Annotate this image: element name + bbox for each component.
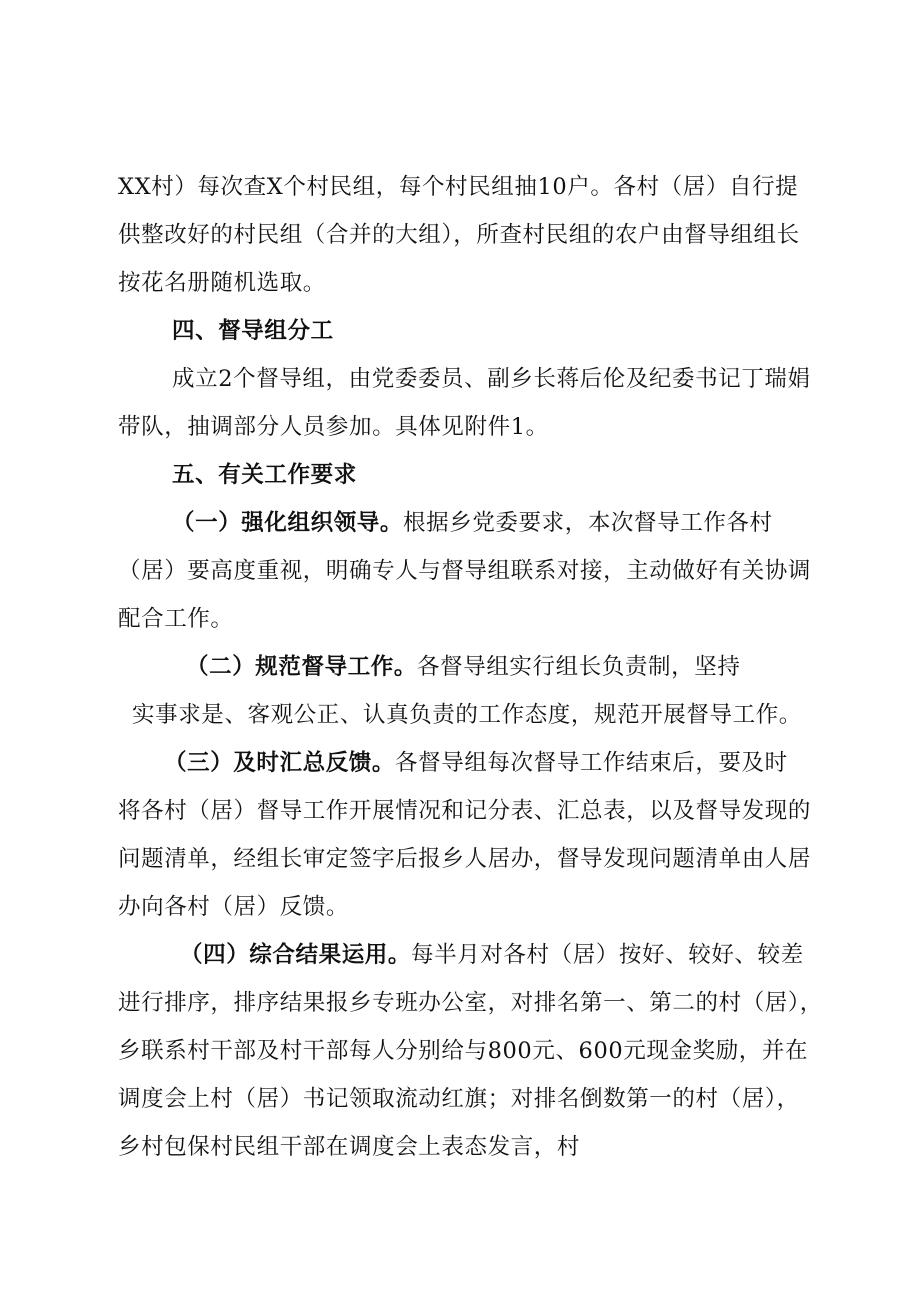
paragraph-line: 配合工作。 [118,606,234,632]
subsection-text: 各督导组每次督导工作结束后，要及时 [395,750,788,776]
subsection-title: （三）及时汇总反馈。 [164,750,396,776]
section-heading-5: 五、有关工作要求 [172,462,357,488]
subsection-line [180,940,804,970]
subsection-line [186,652,740,682]
paragraph-line: 问题清单，经组长审定签字后报乡人居办，督导发现问题清单由人居 [118,846,812,872]
paragraph-line: XX村）每次查X个村民组，每个村民组抽10户。各村（居）自行提 [118,174,799,200]
paragraph-line: 将各村（居）督导工作开展情况和记分表、汇总表，以及督导发现的 [118,798,812,824]
subsection-text: 根据乡党委要求，本次督导工作各村 [403,510,773,536]
subsection-title: （四）综合结果运用。 [180,942,412,968]
paragraph-line: （居）要高度重视，明确专人与督导组联系对接，主动做好有关协调 [118,558,812,584]
paragraph-line: 按花名册随机选取。 [118,270,326,296]
paragraph-line: 进行排序，排序结果报乡专班办公室，对排名第一、第二的村（居）， [118,990,823,1016]
paragraph-line: 带队，抽调部分人员参加。具体见附件1。 [118,414,549,440]
subsection-title: （二）规范督导工作。 [186,654,418,680]
paragraph-line: 办向各村（居）反馈。 [118,894,350,920]
section-heading-4: 四、督导组分工 [172,318,334,344]
subsection-line [172,508,773,538]
subsection-line [164,748,788,778]
paragraph-line: 供整改好的村民组（合并的大组），所查村民组的农户由督导组组长 [118,222,800,248]
paragraph-line: 调度会上村（居）书记领取流动红旗；对排名倒数第一的村（居）， [118,1086,800,1112]
subsection-title: （一）强化组织领导。 [172,510,404,536]
subsection-text: 各督导组实行组长负责制，坚持 [417,654,741,680]
paragraph-line: 实事求是、客观公正、认真负责的工作态度，规范开展督导工作。 [132,702,802,728]
paragraph-line: 成立2个督导组，由党委委员、副乡长蒋后伦及纪委书记丁瑞娟 [172,366,811,392]
paragraph-line: 乡村包保村民组干部在调度会上表态发言，村 [118,1134,581,1160]
subsection-text: 每半月对各村（居）按好、较好、较差 [411,942,804,968]
paragraph-line: 乡联系村干部及村干部每人分别给与800元、600元现金奖励，并在 [118,1038,809,1064]
